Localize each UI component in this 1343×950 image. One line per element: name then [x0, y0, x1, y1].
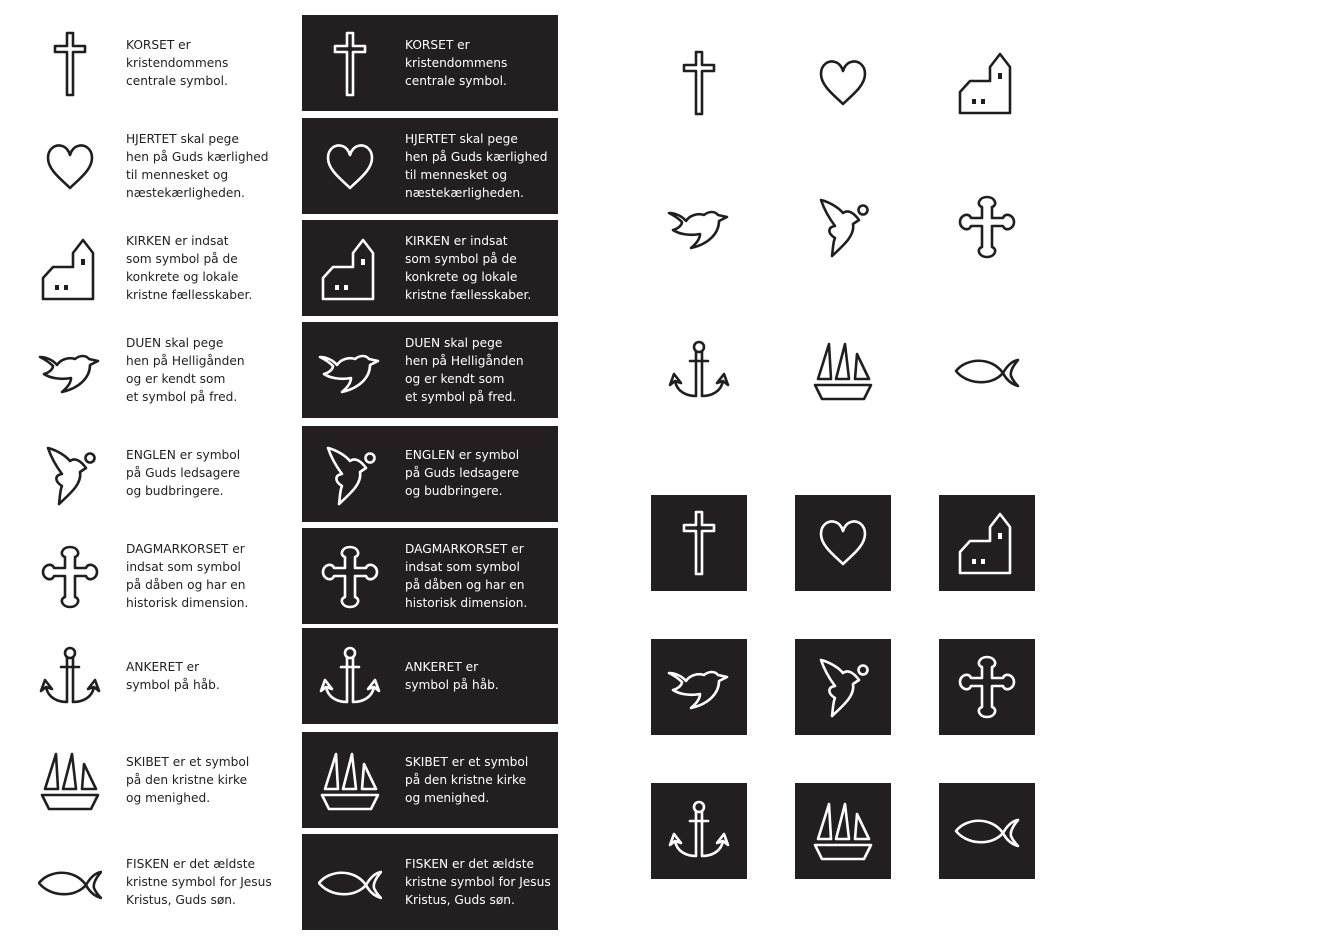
cross-icon: [38, 30, 102, 98]
symbol-description: DAGMARKORSET er indsat som symbol på dåben og har en historisk dimension.: [126, 542, 249, 610]
anchor-icon: [651, 783, 747, 879]
cross-icon: [651, 35, 747, 131]
angel-icon: [38, 441, 102, 509]
dagmar-cross-icon: [38, 543, 102, 611]
symbol-description: ENGLEN er symbol på Guds ledsagere og budbringere.: [405, 448, 520, 498]
ship-icon: [318, 747, 382, 815]
anchor-icon: [318, 643, 382, 711]
symbol-description: KIRKEN er indsat som symbol på de konkrete og lokale kristne fællesskaber.: [126, 234, 253, 302]
symbol-card-heart: [302, 118, 558, 214]
symbol-description: KORSET er kristendommens centrale symbol.: [126, 38, 229, 88]
heart-icon: [318, 133, 382, 201]
heart-icon: [795, 35, 891, 131]
anchor-icon: [38, 643, 102, 711]
cross-icon: [651, 495, 747, 591]
dagmar-cross-icon: [939, 179, 1035, 275]
symbol-description: DUEN skal pege hen på Helligånden og er kendt som et symbol på fred.: [126, 336, 245, 404]
fish-icon: [318, 849, 382, 917]
church-icon: [38, 235, 102, 303]
symbol-description: KORSET er kristendommens centrale symbol.: [405, 38, 508, 88]
dagmar-cross-icon: [939, 639, 1035, 735]
symbol-description: DAGMARKORSET er indsat som symbol på dåben og har en historisk dimension.: [405, 542, 528, 610]
symbol-card-anchor: [302, 628, 558, 724]
symbol-card-ship: [302, 732, 558, 828]
symbol-description: SKIBET er et symbol på den kristne kirke og menighed.: [405, 755, 529, 805]
heart-icon: [795, 495, 891, 591]
symbol-description: KIRKEN er indsat som symbol på de konkrete og lokale kristne fællesskaber.: [405, 234, 532, 302]
symbol-card-angel: [302, 426, 558, 522]
symbol-description: HJERTET skal pege hen på Guds kærlighed til mennesket og næstekærligheden.: [126, 132, 269, 200]
symbol-card-cross: [302, 15, 558, 111]
angel-icon: [318, 441, 382, 509]
angel-icon: [795, 639, 891, 735]
fish-icon: [939, 783, 1035, 879]
symbol-card-fish: [302, 834, 558, 930]
symbol-card-church: [302, 220, 558, 316]
church-icon: [318, 235, 382, 303]
heart-icon: [38, 133, 102, 201]
symbol-description: ENGLEN er symbol på Guds ledsagere og budbringere.: [126, 448, 241, 498]
dove-icon: [38, 337, 102, 405]
angel-icon: [795, 179, 891, 275]
dove-icon: [651, 639, 747, 735]
cross-icon: [318, 30, 382, 98]
church-icon: [939, 495, 1035, 591]
ship-icon: [795, 783, 891, 879]
fish-icon: [939, 323, 1035, 419]
ship-icon: [795, 323, 891, 419]
symbol-description: ANKERET er symbol på håb.: [126, 660, 220, 692]
fish-icon: [38, 849, 102, 917]
church-icon: [939, 35, 1035, 131]
dove-icon: [318, 337, 382, 405]
ship-icon: [38, 747, 102, 815]
symbol-card-dove: [302, 322, 558, 418]
dove-icon: [651, 179, 747, 275]
symbol-description: DUEN skal pege hen på Helligånden og er kendt som et symbol på fred.: [405, 336, 524, 404]
symbol-description: FISKEN er det ældste kristne symbol for Jesus Kristus, Guds søn.: [126, 857, 272, 907]
symbol-description: ANKERET er symbol på håb.: [405, 660, 499, 692]
symbol-description: FISKEN er det ældste kristne symbol for Jesus Kristus, Guds søn.: [405, 857, 551, 907]
anchor-icon: [651, 323, 747, 419]
dagmar-cross-icon: [318, 543, 382, 611]
symbol-description: SKIBET er et symbol på den kristne kirke og menighed.: [126, 755, 250, 805]
symbol-description: HJERTET skal pege hen på Guds kærlighed til mennesket og næstekærligheden.: [405, 132, 548, 200]
symbol-card-dagmar-cross: [302, 528, 558, 624]
